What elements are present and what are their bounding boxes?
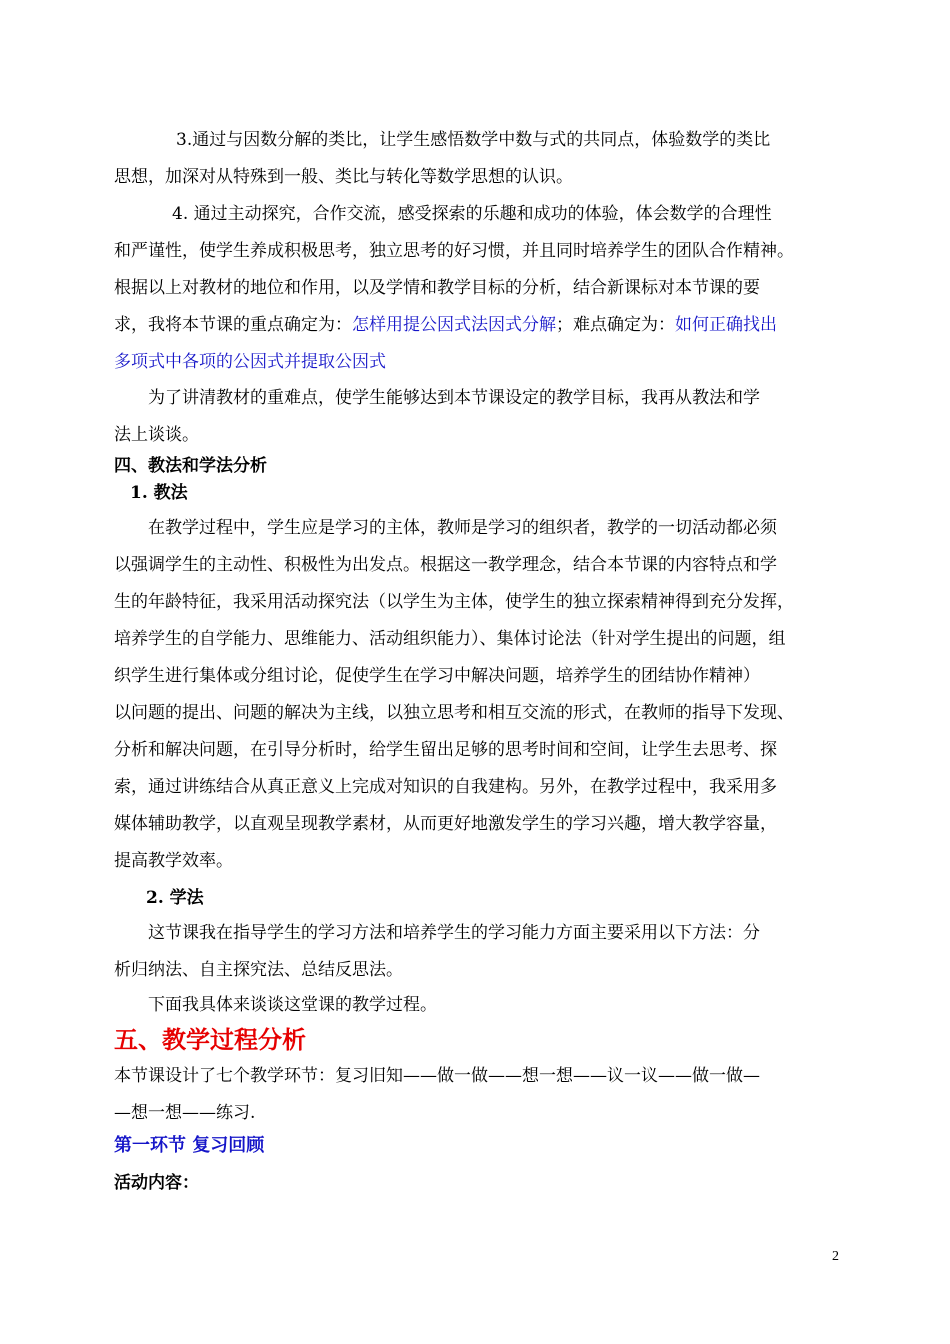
intro-line-1: 为了讲清教材的重难点，使学生能够达到本节课设定的教学目标，我再从教法和学 [148,388,760,408]
objective-4-line-1: 4. 通过主动探究，合作交流，感受探索的乐趣和成功的体验，体会数学的合理性 [172,204,772,224]
teaching-line: 培养学生的自学能力、思维能力、活动组织能力）、集体讨论法（针对学生提出的问题，组 [114,629,786,649]
teaching-line: 织学生进行集体或分组讨论，促使学生在学习中解决问题，培养学生的团结协作精神） [114,666,760,686]
teaching-line: 以强调学生的主动性、积极性为出发点。根据这一教学理念，结合本节课的内容特点和学 [114,555,777,575]
teaching-line: 提高教学效率。 [114,851,233,871]
difficulty-text-a: 如何正确找出 [675,315,777,335]
teaching-line: 索，通过讲练结合从真正意义上完成对知识的自我建构。另外，在教学过程中，我采用多 [114,777,777,797]
teaching-method-heading: 1. 教法 [130,483,188,503]
objective-3-line-2: 思想，加深对从特殊到一般、类比与转化等数学思想的认识。 [114,167,573,187]
intro-line-2: 法上谈谈。 [114,425,199,445]
objective-3-line-1: 3.通过与因数分解的类比，让学生感悟数学中数与式的共同点，体验数学的类比 [176,130,771,150]
step-1-heading: 第一环节 复习回顾 [114,1135,265,1156]
page-number: 2 [832,1249,839,1264]
teaching-line: 媒体辅助教学，以直观呈现教学素材，从而更好地激发学生的学习兴趣，增大教学容量， [114,814,777,834]
section-5-heading: 五、教学过程分析 [114,1025,306,1054]
learning-line-2: 析归纳法、自主探究法、总结反思法。 [114,960,403,980]
steps-line-1: 本节课设计了七个教学环节：复习旧知——做一做——想一想——议一议——做一做— [114,1066,760,1086]
learning-method-heading: 2. 学法 [146,888,204,908]
teaching-line: 以问题的提出、问题的解决为主线，以独立思考和相互交流的形式，在教师的指导下发现、 [114,703,794,723]
difficulty-prefix: ；难点确定为： [556,315,675,335]
transition-sentence: 下面我具体来谈谈这堂课的教学过程。 [148,995,437,1015]
teaching-line: 分析和解决问题，在引导分析时，给学生留出足够的思考时间和空间，让学生去思考、探 [114,740,777,760]
teaching-line: 生的年龄特征，我采用活动探究法（以学生为主体，使学生的独立探索精神得到充分发挥， [114,592,794,612]
section-4-heading: 四、教法和学法分析 [114,456,267,476]
teaching-line: 在教学过程中，学生应是学习的主体，教师是学习的组织者，教学的一切活动都必须 [148,518,777,538]
steps-line-2: —想一想——练习. [114,1103,256,1123]
objective-4-line-2: 和严谨性，使学生养成积极思考，独立思考的好习惯，并且同时培养学生的团队合作精神。 [114,241,794,261]
key-point-text: 怎样用提公因式法因式分解 [352,315,556,335]
activity-content-label: 活动内容： [114,1173,199,1193]
focus-line-1: 根据以上对教材的地位和作用，以及学情和教学目标的分析，结合新课标对本节课的要 [114,278,760,298]
difficulty-text-b: 多项式中各项的公因式并提取公因式 [114,352,386,372]
focus-prefix: 求，我将本节课的重点确定为： [114,315,352,335]
learning-line-1: 这节课我在指导学生的学习方法和培养学生的学习能力方面主要采用以下方法：分 [148,923,760,943]
focus-line-2 [114,310,777,335]
